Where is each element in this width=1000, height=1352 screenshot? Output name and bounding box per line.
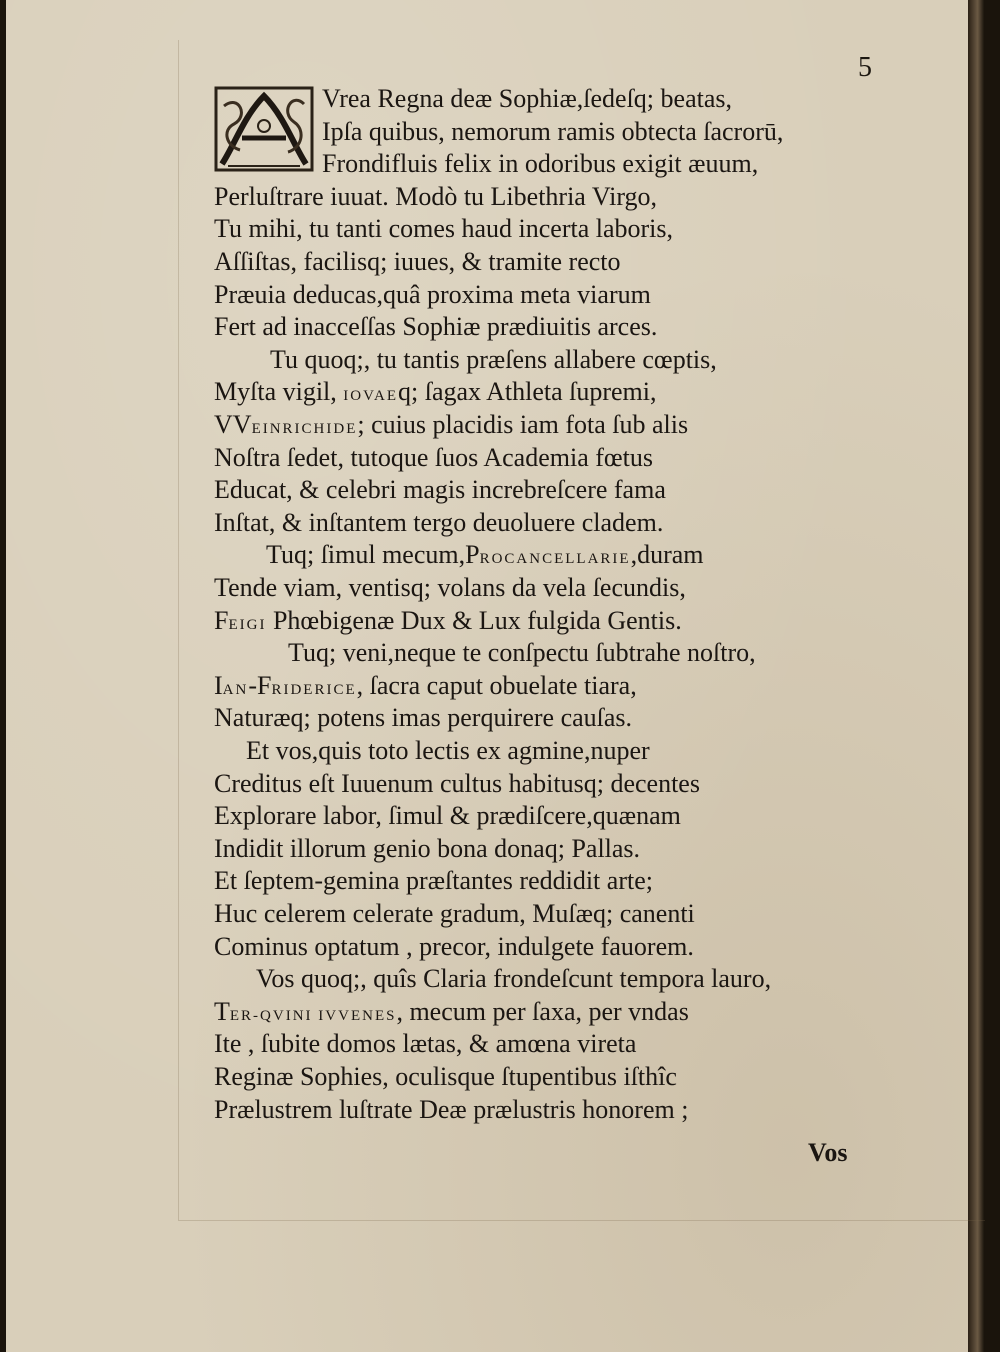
verse-line: Et vos,quis toto lectis ex agmine,nuper bbox=[246, 736, 650, 765]
verse-line: Tuq; veni,neque te conſpectu ſubtrahe noſtro, bbox=[288, 638, 756, 668]
folio-number: 5 bbox=[858, 52, 872, 83]
verse-fragment: ; cuius placidis iam fota ſub alis bbox=[357, 410, 689, 439]
verse-line: Tu quoq;, tu tantis præſens allabere cœptis, bbox=[270, 344, 717, 374]
verse-fragment: , mecum per ſaxa, per vndas bbox=[396, 996, 689, 1026]
verse-line bbox=[214, 996, 689, 1026]
verse-line: Tu mihi, tu tanti comes haud incerta laboris, bbox=[214, 214, 674, 244]
verse-fragment: ,duram bbox=[630, 540, 704, 570]
verse-line bbox=[214, 412, 688, 438]
verse-line: Educat, & celebri magis increbreſcere fama bbox=[214, 475, 666, 505]
verse-line: Explorare labor, ſimul & prædiſcere,quænam bbox=[214, 801, 681, 831]
verse-fragment: IOVAE bbox=[343, 388, 399, 405]
verse-line: Vos quoq;, quîs Claria frondeſcunt tempora lauro, bbox=[256, 964, 772, 994]
verse-line: Præuia deducas,quâ proxima meta viarum bbox=[214, 279, 651, 309]
verse-fragment: Myſta vigil, bbox=[214, 377, 344, 407]
verse-line: Reginæ Sophies, oculisque ſtupentibus iſthîc bbox=[214, 1062, 677, 1091]
verse-line: Inſtat, & inſtantem tergo deuoluere cladem. bbox=[214, 507, 664, 537]
catchword: Vos bbox=[808, 1138, 848, 1167]
verse-line: Fert ad inacceſſas Sophiæ prædiuitis arces. bbox=[214, 312, 658, 342]
verse-line bbox=[214, 605, 682, 635]
verse-fragment: VV bbox=[214, 410, 252, 439]
verse-line: Naturæq; potens imas perquirere cauſas. bbox=[214, 703, 633, 733]
verse-line: Ite , ſubite domos lætas, & amœna vireta bbox=[214, 1029, 637, 1059]
verse-line bbox=[214, 670, 637, 700]
verse-line: Creditus eſt Iuuenum cultus habitusq; decentes bbox=[214, 768, 700, 798]
verse-line: Aſſiſtas, facilisq; iuues, & tramite recto bbox=[214, 247, 621, 276]
verse-fragment: ER-QVINI IVVENES bbox=[229, 1007, 397, 1024]
verse-line: Vrea Regna deæ Sophiæ,ſedeſq; beatas, bbox=[322, 84, 732, 113]
verse-line: Huc celerem celerate gradum, Muſæq; canenti bbox=[214, 899, 695, 928]
verse-fragment: I bbox=[214, 670, 223, 700]
verse-fragment: Tuq; ſimul mecum,P bbox=[266, 540, 480, 570]
verse-fragment: ROCANCELLARIE bbox=[479, 551, 631, 568]
verse-fragment: RIDERICE bbox=[271, 681, 357, 698]
verse-fragment: q; ſagax Athleta ſupremi, bbox=[398, 377, 657, 407]
verse-line: Cominus optatum , precor, indulgete fauorem. bbox=[214, 931, 694, 961]
verse-fragment: T bbox=[214, 996, 230, 1026]
verse-fragment: Phœbigenæ Dux & Lux fulgida Gentis. bbox=[266, 605, 682, 635]
verse-fragment: F bbox=[214, 605, 229, 635]
verse-fragment: EINRICHIDE bbox=[251, 421, 358, 437]
verse-fragment: EIGI bbox=[228, 616, 267, 633]
verse-fragment: , ſacra caput obuelate tiara, bbox=[356, 670, 637, 700]
verse-line bbox=[214, 379, 657, 405]
verse-fragment: AN bbox=[222, 681, 249, 698]
verse-line: Indidit illorum genio bona donaq; Pallas. bbox=[214, 833, 641, 863]
verse-line: Frondifluis felix in odoribus exigit æuum, bbox=[322, 149, 759, 179]
verse-line: Ipſa quibus, nemorum ramis obtecta ſacrorū, bbox=[322, 116, 784, 146]
verse-fragment: -F bbox=[248, 670, 272, 700]
verse-line: Perluſtrare iuuat. Modò tu Libethria Virgo, bbox=[214, 181, 658, 211]
decorated-initial-a-icon bbox=[214, 86, 314, 172]
verse-line: Et ſeptem-gemina præſtantes reddidit arte; bbox=[214, 866, 653, 896]
verse-line: Noſtra ſedet, tutoque ſuos Academia fœtus bbox=[214, 442, 654, 472]
verse-line bbox=[266, 542, 704, 568]
verse-line: Tende viam, ventisq; volans da vela ſecundis, bbox=[214, 573, 686, 602]
verse-line: Prælustrem luſtrate Deæ prælustris honorem ; bbox=[214, 1094, 689, 1124]
